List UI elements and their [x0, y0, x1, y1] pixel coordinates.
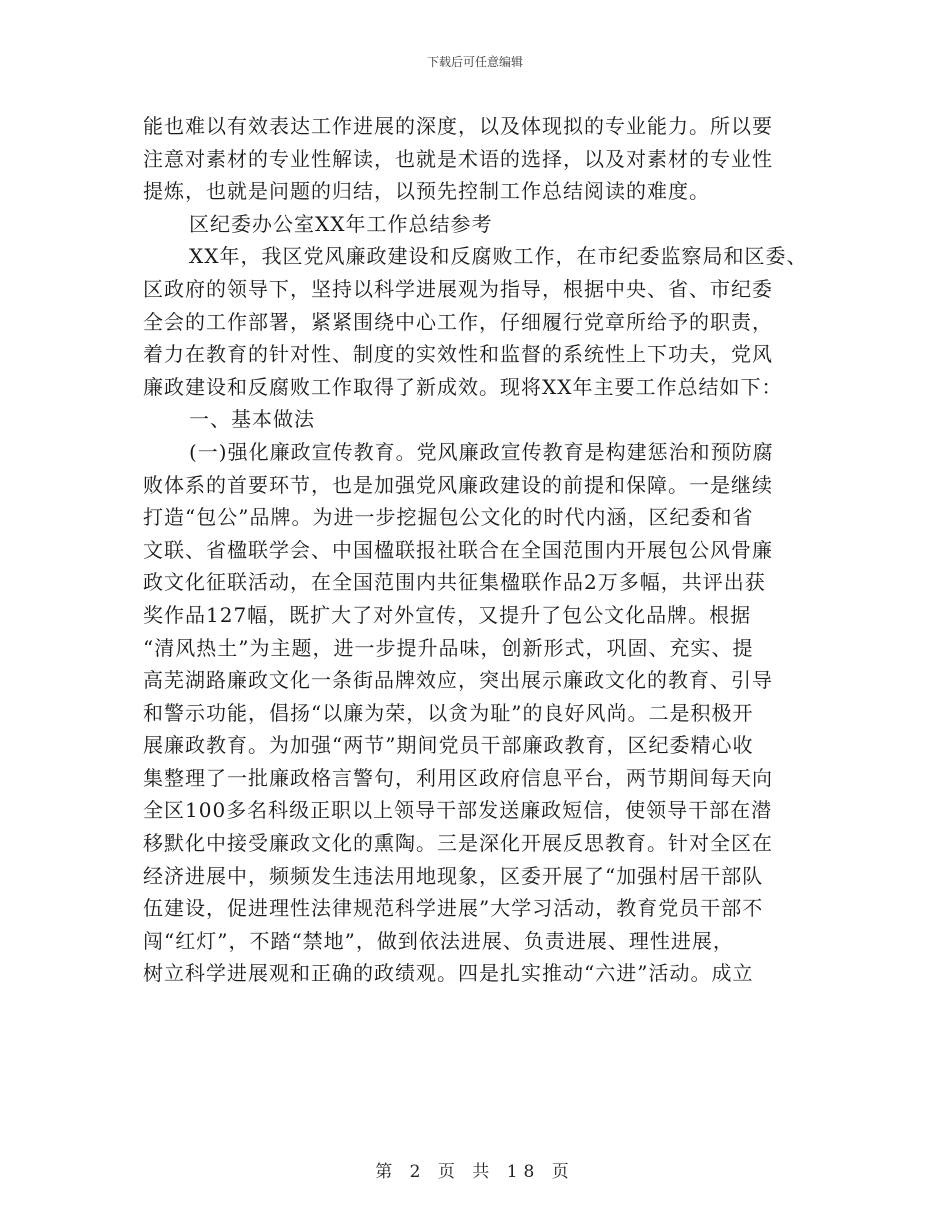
text-line: 注意对素材的专业性解读，也就是术语的选择，以及对素材的专业性: [143, 146, 773, 171]
subheading: 一、基本做法: [189, 407, 315, 432]
text-line: 廉政建设和反腐败工作取得了新成效。现将XX年主要工作总结如下：: [143, 374, 783, 399]
document-body: [143, 110, 823, 990]
section-title: 区纪委办公室XX年工作总结参考: [189, 211, 493, 236]
paragraph-start: (一)强化廉政宣传教育。党风廉政宣传教育是构建惩治和预防腐: [189, 439, 774, 464]
text-line: 区政府的领导下，坚持以科学进展观为指导，根据中央、省、市纪委: [143, 276, 773, 301]
text-line: 打造“包公”品牌。为进一步挖掘包公文化的时代内涵，区纪委和省: [143, 505, 754, 530]
text-line: 败体系的首要环节，也是加强党风廉政建设的前提和保障。一是继续: [143, 472, 773, 497]
text-line: 着力在教育的针对性、制度的实效性和监督的系统性上下功夫，党风: [143, 342, 773, 367]
text-line: 和警示功能，倡扬“以廉为荣，以贪为耻”的良好风尚。二是积极开: [143, 700, 754, 725]
text-line: 全区100多名科级正职以上领导干部发送廉政短信，使领导干部在潜: [143, 798, 773, 823]
text-line: 政文化征联活动，在全国范围内共征集楹联作品2万多幅，共评出获: [143, 570, 766, 595]
text-line: “清风热土”为主题，进一步提升品味，创新形式，巩固、充实、提: [143, 635, 754, 660]
text-line: 全会的工作部署，紧紧围绕中心工作，仔细履行党章所给予的职责，: [143, 309, 773, 334]
text-line: 提炼，也就是问题的归结，以预先控制工作总结阅读的难度。: [143, 179, 710, 204]
paragraph-start: XX年，我区党风廉政建设和反腐败工作，在市纪委监察局和区委、: [189, 244, 808, 269]
text-line: 经济进展中，频频发生违法用地现象，区委开展了“加强村居干部队: [143, 863, 764, 888]
text-line: 移默化中接受廉政文化的熏陶。三是深化开展反思教育。针对全区在: [143, 831, 773, 856]
text-line: 闯“红灯”，不踏“禁地”，做到依法进展、负责进展、理性进展，: [143, 928, 734, 953]
page-number: 第 2 页 共 18 页: [375, 1162, 575, 1182]
text-line: 能也难以有效表达工作进展的深度，以及体现拟的专业能力。所以要: [143, 114, 773, 138]
header-note: 下载后可任意编辑: [426, 55, 523, 69]
text-line: 展廉政教育。为加强“两节”期间党员干部廉政教育，区纪委精心收: [143, 733, 754, 758]
text-line: 高芜湖路廉政文化一条街品牌效应，突出展示廉政文化的教育、引导: [143, 668, 773, 693]
text-line: 伍建设，促进理性法律规范科学进展”大学习活动，教育党员干部不: [143, 896, 764, 921]
text-line: 集整理了一批廉政格言警句，利用区政府信息平台，两节期间每天向: [143, 765, 773, 790]
text-line: 奖作品127幅，既扩大了对外宣传，又提升了包公文化品牌。根据: [143, 602, 752, 627]
text-line: 树立科学进展观和正确的政绩观。四是扎实推动“六进”活动。成立: [143, 961, 754, 986]
text-line: 文联、省楹联学会、中国楹联报社联合在全国范围内开展包公风骨廉: [143, 537, 773, 562]
